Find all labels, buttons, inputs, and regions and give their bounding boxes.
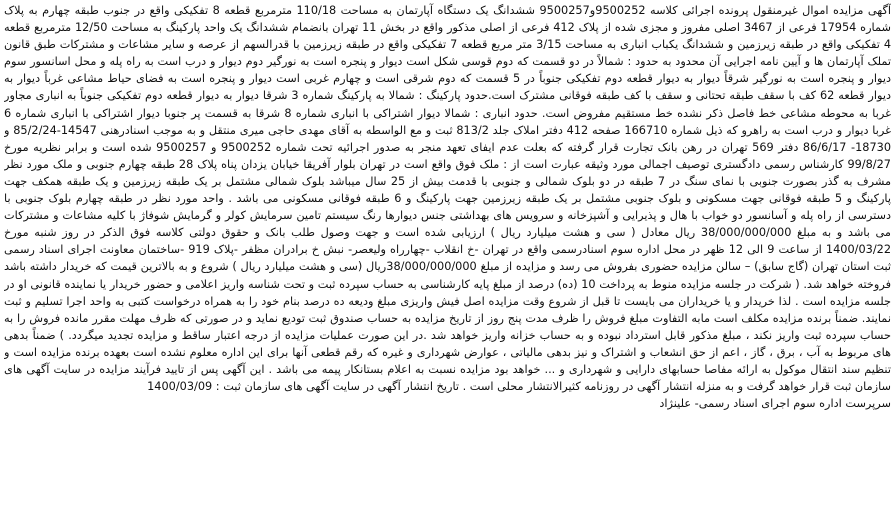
auction-notice [4, 2, 891, 509]
notice-signature: سرپرست اداره سوم اجرای اسناد رسمی- علینژاد [659, 397, 891, 411]
notice-body: آگهی مزایده اموال غیرمنقول پرونده اجرائی کلاسه 9500252و9500257 ششدانگ یک دستگاه آپارتمان به مساحت 110/18 مترمربع قطعه 8 تفکیکی واقع در جنوب طبقه چهارم به پلاک شماره 17954 فرعی از 3467 اصلی مفروز و مجزی شده از پلاک 412 فرعی از اصلی مذکور واقع در بخش 11 تهران بانضمام ششدانگ یک واحد پارکینگ به مساحت 12/50 مترمربع قطعه 4 تفکیکی واقع در طبقه زیرزمین و ششدانگ یکباب انباری به مساحت 3/15 متر مربع قطعه 7 تفکیکی واقع در طبقه زیرزمین با قدرالسهم از عرصه و سایر مشاعات و مشترکات طبق قانون تملک آپارتمان ها و آیین نامه اجرایی آن محدود به حدود : شمالاً در دو قسمت که دوم قوسی شکل است دیوار و پنجره است به نورگیر دوم دیوار و درب است به راه پله و محل اسانسور سوم دیوار و پنجره است به نورگیر شرقاً دیوار به دیوار قطعه دوم تفکیکی جنوباً در 5 قسمت که دوم شرقی است و چهارم غربی است دیوار و پنجره است به فضای حیاط مشاعی غرباً دیوار به دیوار قطعه 62 کف با سقف طبقه تحتانی و سقف با کف طبقه فوقانی مشترک است.حدود پارکینگ : شمالا به پارکینگ شماره 3 شرقا دیوار به دیوار قطعه دوم تفکیکی جنوباً به انباری مجاور غربا به محوطه مشاعی خط فاصل ذکر نشده خط مستقیم مفروض است. حدود انباری : شمالا دیوار اشتراکی با انباری شماره 8 شرقا به قسمت پر جنوبا دیوار اشتراکی با انباری شماره 6 غربا دیوار و درب است به راهرو که ذیل شماره 166710 صفحه 412 دفتر املاک جلد 813/2 ثبت و مع الواسطه به آقای مهدی حاجی میری منتقل و به موجب اسنادرهنی 14547-85/2/24 و 18730- 86/6/17 دفتر 569 تهران در رهن بانک تجارت قرار گرفته که بعلت عدم ایفای تعهد منجر به صدور اجرائیه تحت شماره 9500252 و 9500257 شده است و برابر نظریه مورخ 99/8/27 کارشناس رسمی دادگستری توصیف اجمالی مورد وثیقه عبارت است از : ملک فوق واقع است در تهران بلوار آفریقا خیابان یزدان پناه پلاک 28 طبقه چهارم جنوبی و ملک مورد نظر مشرف به گذر بصورت جنوبی با نمای سنگ در 7 طبقه در دو بلوک شمالی و جنوبی با قدمت بیش از 25 سال میباشد بلوک شمالی مشتمل بر یک طبقه زیرزمین و یک طبقه همکف جهت پارکینگ و 5 طبقه فوقانی جهت مسکونی و بلوک جنوبی مشتمل بر یک طبقه زیرزمین جهت پارکینگ و 6 طبقه فوقانی مسکونی می باشد . واحد مورد نظر در طبقه چهارم بلوک جنوبی با دسترسی از راه پله و آسانسور دو خواب با هال و پذیرایی و آشپزخانه و سرویس های بهداشتی جنس دیوارها رنگ سیستم تامین سرمایش کولر و گرمایش شوفاژ با کلیه مشاعات و مشترکات می باشد و به مبلغ 38/000/000/000 ریال معادل ( سی و هشت میلیارد ریال ) ارزیابی شده است و جهت وصول طلب بانک و حقوق دولتی کلاسه فوق الذکر در روز شنبه مورخ 1400/03/22 از ساعت 9 الی 12 ظهر در محل اداره سوم اسنادرسمی واقع در تهران -خ انقلاب -چهارراه ولیعصر- نبش خ برادران مظفر -پلاک 919 -ساختمان معاونت اجرای اسناد رسمی ثبت استان تهران (گاج سابق) – سالن مزایده حضوری بفروش می رسد و مزایده از مبلغ 38/000/000/000ریال (سی و هشت میلیارد ریال ) شروع و به بالاترین قیمت که خریدار داشته باشد فروخته خواهد شد. ( شرکت در جلسه مزایده منوط به پرداخت 10 (ده) درصد از مبلغ پایه کارشناسی به حساب سپرده ثبت و تحت شناسه واریز اعلامی و حضور خریدار یا نماینده قانونی او در جلسه مزایده است . لذا خریدار و یا خریداران می بایست تا قبل از شروع وقت مزایده اصل فیش واریزی مبلغ ودیعه ده درصد بنام خود را به همراه درخواست کتبی به واحد اجرا تسلیم و ثبت نمایند. ضمناً برنده مزایده مکلف است مابه التفاوت مبلغ فروش را ظرف مدت پنج روز از تاریخ مزایده به حساب صندوق ثبت تودیع نماید و در صورتی که ظرف مهلت مقرر مانده فروش را به حساب سپرده ثبت واریز نکند ، مبلغ مذکور قابل استرداد نبوده و به حساب خزانه واریز خواهد شد .در این صورت عملیات مزایده از درجه اعتبار ساقط و مزایده تجدید میگردد. ) ضمناً بدهی های مربوط به آب ، برق ، گاز ، اعم از حق انشعاب و اشتراک و نیز بدهی مالیاتی ، عوارض شهرداری و غیره که رقم قطعی آنها برای این اداره معلوم نشده است بعهده برنده مزایده است و تنظیم سند انتقال موکول به ارائه مفاصا حسابهای دارایی و شهرداری و ... خواهد بود مزایده نسبت به اعلام بستانکار پیمه می باشد . این آگهی پس از تایید فرآیند مزایده در سایت آگهی های سازمان ثبت قرار خواهد گرفت و به منزله انتشار آگهی در روزنامه کثیرالانتشار محلی است . تاریخ انتشار آگهی در سایت آگهی های سازمان ثبت : 1400/03/09 [4, 4, 891, 394]
